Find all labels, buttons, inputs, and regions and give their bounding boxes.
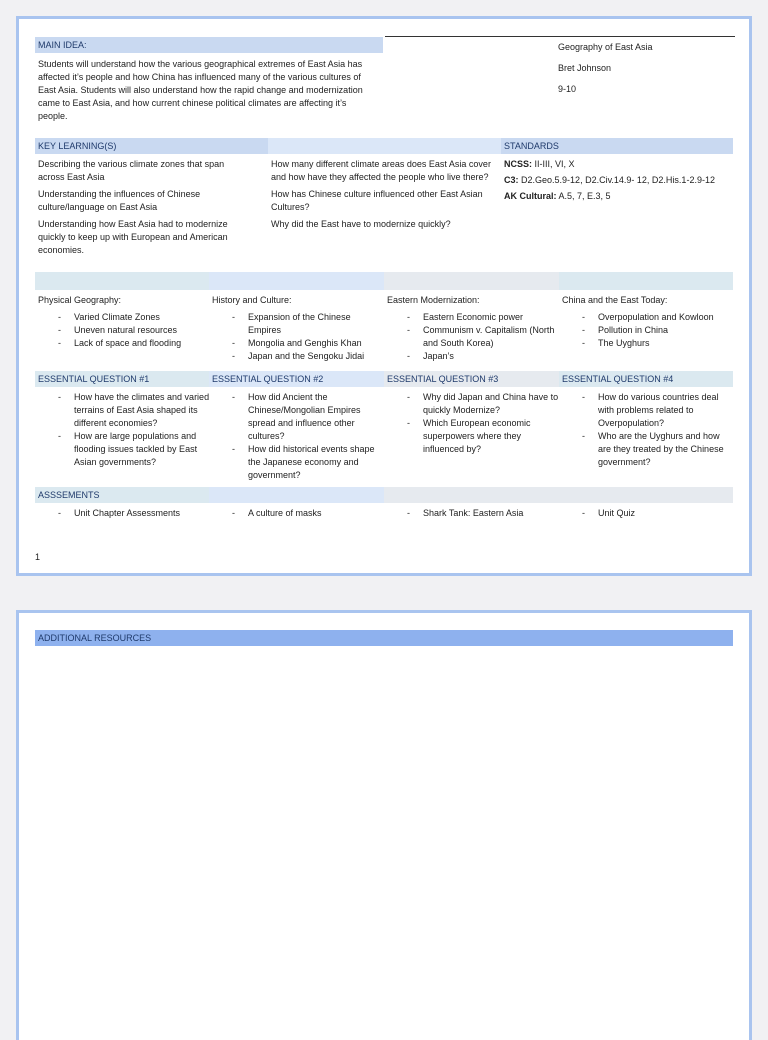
assessment-item: - Unit Quiz <box>562 507 734 520</box>
assessments-band-4 <box>559 487 733 503</box>
assessment-column <box>562 507 734 520</box>
assessment-column <box>387 507 559 520</box>
essential-question-2-header: ESSENTIAL QUESTION #2 <box>209 371 384 387</box>
essential-question-item: - How did Ancient the Chinese/Mongolian Empires spread and influence other cultures? <box>212 391 382 443</box>
essential-question-4-header: ESSENTIAL QUESTION #4 <box>559 371 733 387</box>
topic-band-3 <box>384 272 559 290</box>
assessment-item: - A culture of masks <box>212 507 382 520</box>
essential-question-item: - How are large populations and flooding issues tackled by East Asian governments? <box>38 430 210 469</box>
main-idea-header: MAIN IDEA: <box>35 37 383 53</box>
topic-item: - Expansion of the Chinese Empires <box>212 311 382 337</box>
topic-column <box>212 294 382 363</box>
key-learning-item: Understanding the influences of Chinese culture/language on East Asia <box>38 189 201 212</box>
key-learning-item: Describing the various climate zones that span across East Asia <box>38 159 225 182</box>
topic-title: China and the East Today: <box>562 295 668 305</box>
unit-author: Bret Johnson <box>558 63 612 73</box>
standard-ncss-label: NCSS: <box>504 159 533 169</box>
essential-question-3-list <box>387 391 559 456</box>
unit-title: Geography of East Asia <box>558 42 653 52</box>
essential-question-item: - How did historical events shape the Japanese economy and government? <box>212 443 382 482</box>
key-learning-item: Understanding how East Asia had to modernize quickly to keep up with European and American economies. <box>38 219 228 255</box>
questions-list <box>271 158 496 231</box>
topic-band-1 <box>35 272 209 290</box>
essential-question-3-header: ESSENTIAL QUESTION #3 <box>384 371 559 387</box>
standard-ncss <box>504 158 734 171</box>
standard-c3-label: C3: <box>504 175 519 185</box>
topic-item: - Pollution in China <box>562 324 734 337</box>
essential-question-item: - How have the climates and varied terrains of East Asia shaped its different economies? <box>38 391 210 430</box>
question-item: How many different climate areas does East Asia cover and how have they affected the people who live there? <box>271 159 491 182</box>
standard-ak-label: AK Cultural: <box>504 191 557 201</box>
assessment-item: - Shark Tank: Eastern Asia <box>387 507 559 520</box>
standard-ak <box>504 190 734 203</box>
assessment-item: - Unit Chapter Assessments <box>38 507 210 520</box>
essential-question-2-list <box>212 391 382 482</box>
header-rule <box>385 36 735 37</box>
topic-column <box>38 294 208 350</box>
topic-item: - Mongolia and Genghis Khan <box>212 337 382 350</box>
standards-header: STANDARDS <box>501 138 733 154</box>
topic-band-2 <box>209 272 384 290</box>
topic-item: - The Uyghurs <box>562 337 734 350</box>
essential-question-item: - Why did Japan and China have to quickly Modernize? <box>387 391 559 417</box>
assessment-column <box>212 507 382 520</box>
key-learning-header: KEY LEARNING(S) <box>35 138 268 154</box>
document-page-2 <box>16 610 752 1040</box>
questions-header <box>268 138 501 154</box>
question-item: How has Chinese culture influenced other East Asian Cultures? <box>271 189 483 212</box>
assessment-column <box>38 507 210 520</box>
unit-grades: 9-10 <box>558 84 577 94</box>
topic-title: Physical Geography: <box>38 295 122 305</box>
standard-c3-value: D2.Geo.5.9-12, D2.Civ.14.9- 12, D2.His.1-2.9-12 <box>521 175 715 185</box>
standard-c3 <box>504 174 734 187</box>
essential-question-item: - Who are the Uyghurs and how are they treated by the Chinese government? <box>562 430 734 469</box>
essential-question-1-header: ESSENTIAL QUESTION #1 <box>35 371 209 387</box>
essential-question-item: - Which European economic superpowers where they influenced by? <box>387 417 559 456</box>
assessments-band-2 <box>209 487 384 503</box>
page-number: 1 <box>35 552 41 562</box>
topic-item: - Japan’s <box>387 350 557 363</box>
assessments-header: ASSSEMENTS <box>35 487 209 503</box>
key-learning-list <box>38 158 253 257</box>
essential-question-item: - How do various countries deal with problems related to Overpopulation? <box>562 391 734 430</box>
topic-item: - Japan and the Sengoku Jidai <box>212 350 382 363</box>
topic-title: History and Culture: <box>212 295 292 305</box>
topic-item: - Communism v. Capitalism (North and South Korea) <box>387 324 557 350</box>
topic-column <box>562 294 734 350</box>
document-page-1 <box>16 16 752 576</box>
essential-question-1-list <box>38 391 210 469</box>
topic-item: - Varied Climate Zones <box>38 311 208 324</box>
essential-question-4-list <box>562 391 734 469</box>
assessments-band-3 <box>384 487 559 503</box>
topic-column <box>387 294 557 363</box>
topic-item: - Overpopulation and Kowloon <box>562 311 734 324</box>
topic-band-4 <box>559 272 733 290</box>
topic-title: Eastern Modernization: <box>387 295 480 305</box>
main-idea-text: Students will understand how the various geographical extremes of East Asia has affected it’s people and how China has influenced many of the various cultures of East Asia. Students will also understand how the rapid change and modernization came to East Asia, and how current chinese political climates are affecting it’s people. <box>38 59 363 121</box>
standard-ncss-value: II-III, VI, X <box>534 159 575 169</box>
question-item: Why did the East have to modernize quickly? <box>271 219 451 229</box>
topic-item: - Eastern Economic power <box>387 311 557 324</box>
additional-resources-header: ADDITIONAL RESOURCES <box>35 630 733 646</box>
topic-item: - Lack of space and flooding <box>38 337 208 350</box>
standards-list <box>504 158 734 203</box>
topic-item: - Uneven natural resources <box>38 324 208 337</box>
standard-ak-value: A.5, 7, E.3, 5 <box>558 191 611 201</box>
